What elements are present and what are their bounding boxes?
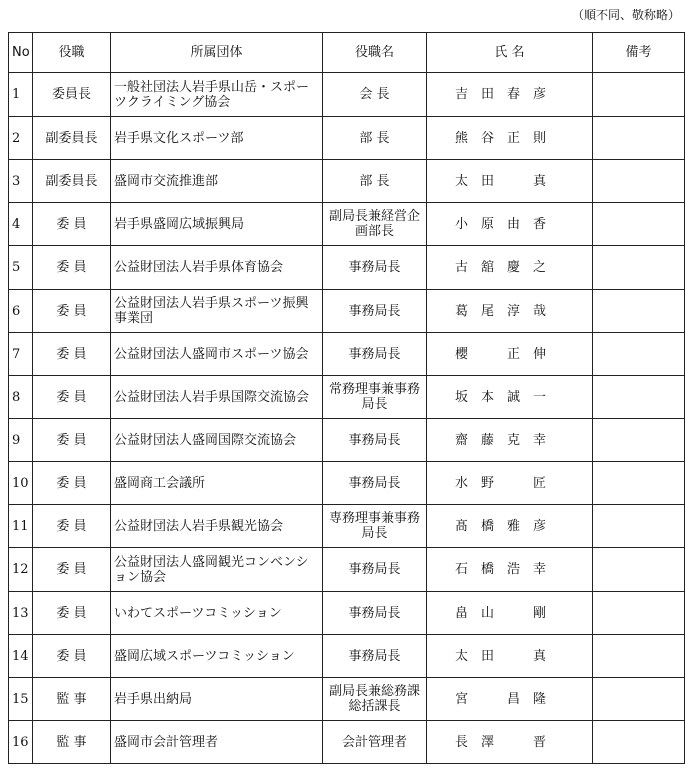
row-org: 公益財団法人盛岡国際交流協会 bbox=[111, 419, 323, 462]
table-body bbox=[9, 73, 685, 764]
row-title: 事務局長 bbox=[323, 246, 427, 290]
table-row bbox=[9, 419, 685, 462]
row-title: 会計管理者 bbox=[323, 721, 427, 764]
row-title: 事務局長 bbox=[323, 635, 427, 678]
row-no: 16 bbox=[9, 721, 33, 764]
row-org: 盛岡市会計管理者 bbox=[111, 721, 323, 764]
table-row bbox=[9, 635, 685, 678]
row-org: 盛岡市交流推進部 bbox=[111, 160, 323, 203]
table-row bbox=[9, 290, 685, 333]
row-role: 監 事 bbox=[33, 721, 111, 764]
row-no: 15 bbox=[9, 678, 33, 721]
row-title: 部 長 bbox=[323, 117, 427, 160]
row-org: 岩手県出納局 bbox=[111, 678, 323, 721]
row-role: 委 員 bbox=[33, 203, 111, 246]
row-name: 髙 橋 雅 彦 bbox=[427, 505, 593, 548]
row-org: 公益財団法人岩手県国際交流協会 bbox=[111, 376, 323, 419]
row-role: 委 員 bbox=[33, 290, 111, 333]
row-no: 7 bbox=[9, 333, 33, 376]
header-no: No bbox=[9, 33, 33, 73]
row-no: 11 bbox=[9, 505, 33, 548]
row-remarks bbox=[593, 117, 685, 160]
row-role: 副委員長 bbox=[33, 117, 111, 160]
row-role: 委 員 bbox=[33, 376, 111, 419]
row-name: 石 橋 浩 幸 bbox=[427, 548, 593, 592]
table-row bbox=[9, 333, 685, 376]
row-no: 6 bbox=[9, 290, 33, 333]
row-remarks bbox=[593, 246, 685, 290]
row-name: 宮 昌 隆 bbox=[427, 678, 593, 721]
header-name: 氏 名 bbox=[427, 33, 593, 73]
row-title: 事務局長 bbox=[323, 462, 427, 505]
row-no: 12 bbox=[9, 548, 33, 592]
table-row bbox=[9, 678, 685, 721]
row-title: 事務局長 bbox=[323, 419, 427, 462]
row-remarks bbox=[593, 505, 685, 548]
table-row bbox=[9, 73, 685, 117]
row-org: 公益財団法人盛岡市スポーツ協会 bbox=[111, 333, 323, 376]
row-no: 13 bbox=[9, 592, 33, 635]
row-remarks bbox=[593, 462, 685, 505]
row-name: 畠 山 剛 bbox=[427, 592, 593, 635]
row-name: 坂 本 誠 一 bbox=[427, 376, 593, 419]
row-name: 小 原 由 香 bbox=[427, 203, 593, 246]
row-org: 岩手県文化スポーツ部 bbox=[111, 117, 323, 160]
row-role: 委 員 bbox=[33, 419, 111, 462]
row-no: 9 bbox=[9, 419, 33, 462]
row-role: 副委員長 bbox=[33, 160, 111, 203]
row-name: 水 野 匠 bbox=[427, 462, 593, 505]
row-remarks bbox=[593, 678, 685, 721]
row-name: 古 舘 慶 之 bbox=[427, 246, 593, 290]
table-row bbox=[9, 246, 685, 290]
member-roster-table bbox=[8, 32, 685, 764]
header-title: 役職名 bbox=[323, 33, 427, 73]
row-org: 一般社団法人岩手県山岳・スポーツクライミング協会 bbox=[111, 73, 323, 117]
row-org: いわてスポーツコミッション bbox=[111, 592, 323, 635]
row-org: 岩手県盛岡広域振興局 bbox=[111, 203, 323, 246]
row-title: 事務局長 bbox=[323, 548, 427, 592]
row-name: 太 田 真 bbox=[427, 635, 593, 678]
row-remarks bbox=[593, 419, 685, 462]
row-role: 委 員 bbox=[33, 333, 111, 376]
row-remarks bbox=[593, 160, 685, 203]
row-remarks bbox=[593, 548, 685, 592]
row-remarks bbox=[593, 203, 685, 246]
row-no: 1 bbox=[9, 73, 33, 117]
row-org: 盛岡商工会議所 bbox=[111, 462, 323, 505]
row-org: 公益財団法人盛岡観光コンベンション協会 bbox=[111, 548, 323, 592]
row-org: 公益財団法人岩手県観光協会 bbox=[111, 505, 323, 548]
row-title: 専務理事兼事務局長 bbox=[323, 505, 427, 548]
row-role: 監 事 bbox=[33, 678, 111, 721]
table-row bbox=[9, 462, 685, 505]
table-row bbox=[9, 548, 685, 592]
table-row bbox=[9, 592, 685, 635]
row-name: 櫻 正 伸 bbox=[427, 333, 593, 376]
header-org: 所属団体 bbox=[111, 33, 323, 73]
row-role: 委 員 bbox=[33, 548, 111, 592]
row-role: 委 員 bbox=[33, 592, 111, 635]
table-row bbox=[9, 721, 685, 764]
row-role: 委 員 bbox=[33, 246, 111, 290]
table-row bbox=[9, 203, 685, 246]
header-role: 役職 bbox=[33, 33, 111, 73]
row-role: 委 員 bbox=[33, 635, 111, 678]
row-title: 事務局長 bbox=[323, 290, 427, 333]
row-name: 長 澤 晋 bbox=[427, 721, 593, 764]
row-title: 部 長 bbox=[323, 160, 427, 203]
row-remarks bbox=[593, 290, 685, 333]
row-org: 公益財団法人岩手県スポーツ振興事業団 bbox=[111, 290, 323, 333]
row-name: 吉 田 春 彦 bbox=[427, 73, 593, 117]
row-name: 葛 尾 淳 哉 bbox=[427, 290, 593, 333]
row-remarks bbox=[593, 333, 685, 376]
document-note: （順不同、敬称略） bbox=[571, 8, 680, 22]
row-no: 10 bbox=[9, 462, 33, 505]
row-remarks bbox=[593, 592, 685, 635]
row-name: 太 田 真 bbox=[427, 160, 593, 203]
row-no: 4 bbox=[9, 203, 33, 246]
row-no: 8 bbox=[9, 376, 33, 419]
row-no: 3 bbox=[9, 160, 33, 203]
row-title: 事務局長 bbox=[323, 333, 427, 376]
header-remarks: 備考 bbox=[593, 33, 685, 73]
row-title: 事務局長 bbox=[323, 592, 427, 635]
row-remarks bbox=[593, 721, 685, 764]
row-remarks bbox=[593, 73, 685, 117]
table-row bbox=[9, 117, 685, 160]
row-title: 会 長 bbox=[323, 73, 427, 117]
row-title: 常務理事兼事務局長 bbox=[323, 376, 427, 419]
row-remarks bbox=[593, 376, 685, 419]
row-name: 齋 藤 克 幸 bbox=[427, 419, 593, 462]
row-org: 盛岡広域スポーツコミッション bbox=[111, 635, 323, 678]
row-role: 委員長 bbox=[33, 73, 111, 117]
table-row bbox=[9, 376, 685, 419]
table-row bbox=[9, 505, 685, 548]
row-role: 委 員 bbox=[33, 505, 111, 548]
table-row bbox=[9, 160, 685, 203]
row-no: 14 bbox=[9, 635, 33, 678]
row-role: 委 員 bbox=[33, 462, 111, 505]
row-no: 2 bbox=[9, 117, 33, 160]
row-title: 副局長兼経営企画部長 bbox=[323, 203, 427, 246]
row-remarks bbox=[593, 635, 685, 678]
row-title: 副局長兼総務課総括課長 bbox=[323, 678, 427, 721]
table-header-row bbox=[9, 33, 685, 73]
row-no: 5 bbox=[9, 246, 33, 290]
row-org: 公益財団法人岩手県体育協会 bbox=[111, 246, 323, 290]
row-name: 熊 谷 正 則 bbox=[427, 117, 593, 160]
